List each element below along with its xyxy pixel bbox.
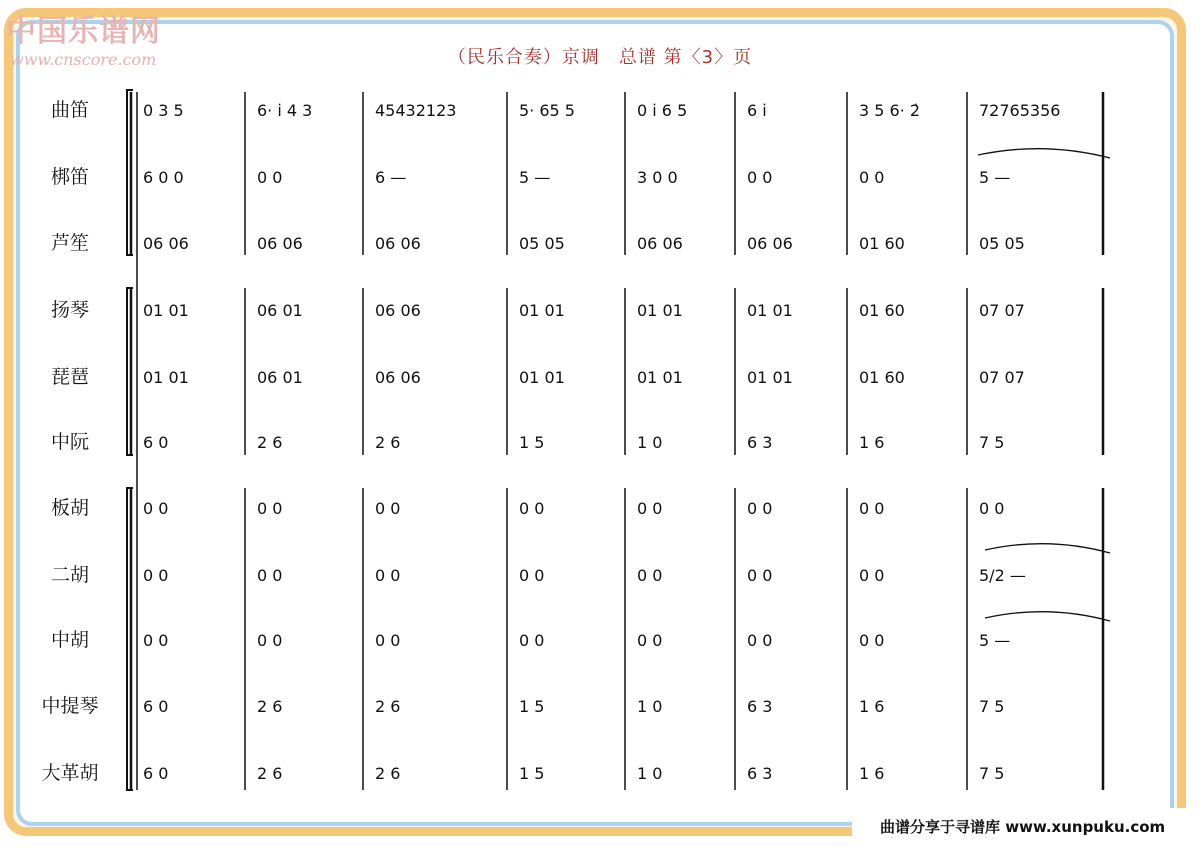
measure-text: 0 0 — [859, 631, 885, 650]
instrument-name-1: 曲笛 — [50, 99, 90, 121]
measure-text: 7 5 — [979, 764, 1005, 783]
measure-text: 1 6 — [859, 697, 885, 716]
measure-text: 3 0 0 — [637, 168, 678, 187]
measure-text: 06 06 — [257, 234, 303, 253]
measure-text: 01 01 — [747, 368, 793, 387]
measure-text: 1 0 — [637, 697, 663, 716]
measure-text: 6 — — [375, 168, 407, 187]
instrument-name-9: 中胡 — [50, 629, 90, 651]
measure-text: 5 — — [979, 168, 1011, 187]
measure-text: 0 0 — [747, 499, 773, 518]
measure-text: 01 01 — [637, 368, 683, 387]
measure-text: 0 i̇ 6 5 — [637, 101, 688, 120]
measure-text: 72765356 — [979, 101, 1061, 120]
measure-text: 01 60 — [859, 234, 905, 253]
measure-text: 6 i̇ — [747, 101, 767, 120]
measure-text: 0 0 — [747, 168, 773, 187]
measure-text: 1 5 — [519, 764, 545, 783]
measure-text: 3 5 6· 2̇ — [859, 101, 921, 120]
slur — [978, 149, 1110, 158]
measure-text: 2 6 — [375, 697, 401, 716]
measure-text: 2 6 — [257, 764, 283, 783]
measure-text: 0 0 — [143, 499, 169, 518]
slur — [985, 544, 1110, 553]
measure-text: 2 6 — [375, 433, 401, 452]
measure-text: 0 0 — [637, 566, 663, 585]
measure-text: 05 05 — [979, 234, 1025, 253]
measure-text: 5· 65 5 — [519, 101, 575, 120]
measure-text: 0 0 — [257, 566, 283, 585]
measure-text: 0 0 — [519, 631, 545, 650]
measure-text: 01 01 — [747, 301, 793, 320]
measure-text: 2 6 — [257, 697, 283, 716]
measure-text: 1 6 — [859, 764, 885, 783]
instrument-name-3: 芦笙 — [50, 232, 90, 254]
measure-text: 7 5 — [979, 697, 1005, 716]
measure-text: 06 06 — [747, 234, 793, 253]
measure-text: 0 0 — [859, 168, 885, 187]
measure-text: 1 0 — [637, 433, 663, 452]
instrument-name-10: 中提琴 — [41, 695, 99, 717]
instrument-name-2: 梆笛 — [50, 166, 90, 188]
measure-text: 0 0 — [257, 168, 283, 187]
measure-text: 0 0 — [375, 566, 401, 585]
measure-text: 06 06 — [375, 234, 421, 253]
measure-text: 6 3 — [747, 433, 773, 452]
measure-text: 6 0 0 — [143, 168, 184, 187]
measure-text: 6 0 — [143, 433, 169, 452]
measure-text: 45432123 — [375, 101, 457, 120]
footer-credit: 曲谱分享于寻谱库 www.xunpuku.com — [880, 818, 1166, 836]
measure-text: 0 0 — [375, 631, 401, 650]
measure-text: 6 3 — [747, 764, 773, 783]
measure-text: 06 01 — [257, 368, 303, 387]
measure-text: 0 0 — [859, 566, 885, 585]
watermark-logo: 中国乐谱网 — [6, 14, 161, 49]
measure-text: 0 0 — [979, 499, 1005, 518]
measure-text: 6 0 — [143, 764, 169, 783]
measure-text: 1 5 — [519, 697, 545, 716]
measure-text: 01 01 — [519, 368, 565, 387]
measure-text: 0 0 — [859, 499, 885, 518]
measure-text: 01 60 — [859, 301, 905, 320]
measure-text: 01 01 — [519, 301, 565, 320]
measure-text: 1 6 — [859, 433, 885, 452]
instrument-name-6: 中阮 — [50, 431, 90, 453]
measure-text: 06 01 — [257, 301, 303, 320]
instrument-name-7: 板胡 — [50, 497, 90, 519]
measure-text: 5 — — [979, 631, 1011, 650]
slur — [985, 612, 1110, 621]
measure-text: 0 0 — [747, 631, 773, 650]
measure-text: 06 06 — [375, 301, 421, 320]
measure-text: 01 60 — [859, 368, 905, 387]
measure-text: 1 0 — [637, 764, 663, 783]
measure-text: 07 07 — [979, 368, 1025, 387]
measure-text: 0 0 — [143, 631, 169, 650]
measure-text: 0 0 — [519, 499, 545, 518]
measure-text: 0 0 — [143, 566, 169, 585]
measure-text: 2 6 — [375, 764, 401, 783]
measure-text: 06 06 — [375, 368, 421, 387]
measure-text: 07 07 — [979, 301, 1025, 320]
measure-text: 0 0 — [375, 499, 401, 518]
measure-text: 0 0 — [519, 566, 545, 585]
measure-text: 01 01 — [637, 301, 683, 320]
instrument-name-11: 大革胡 — [41, 762, 99, 784]
measure-text: 7 5 — [979, 433, 1005, 452]
measure-text: 05 05 — [519, 234, 565, 253]
instrument-name-5: 琵琶 — [50, 366, 90, 388]
measure-text: 1 5 — [519, 433, 545, 452]
instrument-name-8: 二胡 — [50, 564, 90, 586]
instrument-name-4: 扬琴 — [50, 299, 90, 321]
measure-text: 0 3 5 — [143, 101, 184, 120]
measure-text: 0 0 — [637, 499, 663, 518]
measure-text: 2 6 — [257, 433, 283, 452]
measure-text: 0 0 — [257, 631, 283, 650]
measure-text: 0 0 — [747, 566, 773, 585]
measure-text: 6 0 — [143, 697, 169, 716]
measure-text: 01 01 — [143, 301, 189, 320]
measure-text: 6 3 — [747, 697, 773, 716]
measure-text: 5/2 — — [979, 566, 1026, 585]
measure-text: 0 0 — [257, 499, 283, 518]
watermark-url: www.cnscore.com — [10, 50, 157, 69]
measure-text: 06 06 — [143, 234, 189, 253]
page-title: （民乐合奏）京调 总谱 第〈3〉页 — [447, 47, 753, 68]
measure-text: 5 — — [519, 168, 551, 187]
measure-text: 06 06 — [637, 234, 683, 253]
measure-text: 0 0 — [637, 631, 663, 650]
measure-text: 01 01 — [143, 368, 189, 387]
measure-text: 6· i̇ 4 3 — [257, 101, 313, 120]
